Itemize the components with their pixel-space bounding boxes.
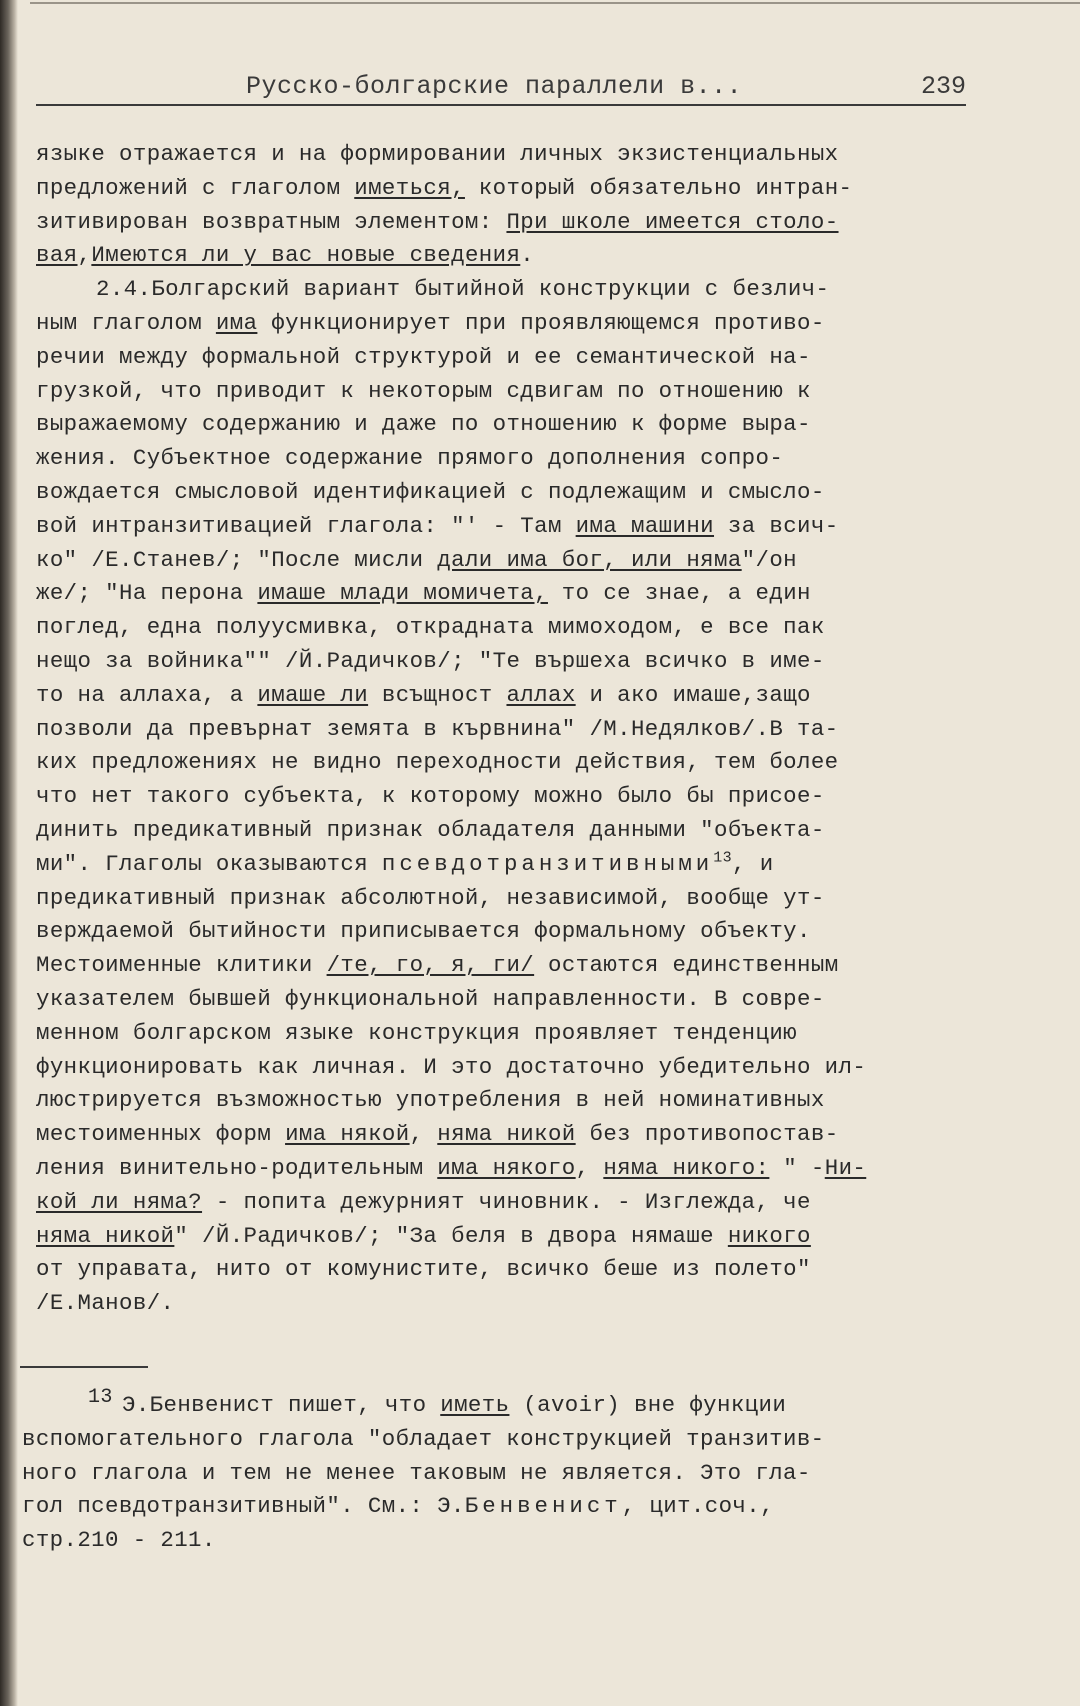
underlined-example: Имеются ли у вас новые сведения [91, 242, 521, 269]
underlined-term: иметься, [354, 174, 465, 201]
main-text [36, 138, 971, 1321]
text-line: местоименных форм има някой, няма никой без противопостав- [36, 1121, 839, 1148]
text-line: позволи да превърнат земята в кървнина" /М.Недялков/.В та- [36, 715, 839, 742]
text-line: предложений с глаголом иметься, который обязательно интран- [36, 174, 853, 201]
text-line: функционировать как личная. И это достаточно убедительно ил- [36, 1053, 867, 1080]
underlined-example: има машини [575, 512, 715, 539]
underlined-example: кой ли няма? [36, 1188, 203, 1215]
book-spine-shadow [0, 0, 18, 1706]
text-line: поглед, една полуусмивка, открадната мимоходом, е все пак [36, 614, 825, 641]
text-line: ко" /Е.Станев/; "После мисли дали има бог, или няма"/он [36, 546, 798, 573]
underlined-example: дали има бог, или няма [437, 546, 742, 573]
text-line: зитивирован возвратным элементом: При школе имеется столо- [36, 208, 839, 235]
text-line: Местоименные клитики /те, го, я, ги/ остаются единственным [36, 952, 839, 979]
footnote-reference: 13 [713, 849, 733, 867]
footnote-line: вспомогательного глагола "обладает конструкцией транзитив- [22, 1425, 825, 1452]
text-line: от управата, нито от комунистите, всичко беше из полето" [36, 1256, 811, 1283]
spaced-term: Бенвенист [464, 1493, 622, 1520]
underlined-example: има някой [285, 1121, 410, 1148]
text-line: указателем бывшей функциональной направленности. В совре- [36, 985, 825, 1012]
underlined-example: никого [727, 1222, 811, 1249]
text-line: выражаемому содержанию и даже по отношению к форме выра- [36, 411, 811, 438]
underlined-example: Ни- [824, 1154, 867, 1181]
text-line: динить предикативный признак обладателя данными "объекта- [36, 816, 825, 843]
footnote-line: ного глагола и тем не менее таковым не является. Это гла- [22, 1459, 811, 1486]
page-number: 239 [920, 72, 966, 101]
footnote-line: гол псевдотранзитивный". См.: Э.Бенвенист, цит.соч., [22, 1493, 774, 1520]
underlined-example: аллах [506, 681, 576, 708]
footnote-marker: 13 [88, 1386, 113, 1409]
underlined-example: има някого [437, 1154, 576, 1181]
text-line: вой интранзитивацией глагола: "' - Там има машини за всич- [36, 512, 839, 539]
text-line: же/; "На перона имаше млади момичета, то се знае, а един [36, 580, 811, 607]
text-line: люстрируется възможностью употребления в ней номинативных [36, 1087, 825, 1114]
text-line: няма никой" /Й.Радичков/; "За беля в двора нямаше никого [36, 1222, 811, 1249]
footnote-separator [20, 1366, 148, 1368]
text-line: /Е.Манов/. [36, 1290, 175, 1317]
text-line: ких предложениях не видно переходности действия, тем более [36, 749, 839, 776]
text-line: ления винительно-родительным има някого, няма никого: " -Ни- [36, 1154, 867, 1181]
underlined-example: няма никого: [603, 1154, 770, 1181]
text-line: вождается смысловой идентификацией с подлежащим и смысло- [36, 478, 825, 505]
underlined-example: /те, го, я, ги/ [326, 952, 535, 979]
text-line: жения. Субъектное содержание прямого дополнения сопро- [36, 445, 784, 472]
text-line: речии между формальной структурой и ее семантической на- [36, 343, 811, 370]
text-line: языке отражается и на формировании личных экзистенциальных [36, 141, 839, 167]
underlined-example: имаше млади момичета, [257, 580, 548, 607]
text-line: что нет такого субъекта, к которому можно было бы присое- [36, 783, 825, 810]
text-line: кой ли няма? - попита дежурният чиновник. - Изглежда, че [36, 1188, 811, 1215]
underlined-example: няма никой [36, 1222, 175, 1249]
underlined-example: При школе имеется столо- [506, 208, 839, 235]
paragraph-start: 2.4.Болгарский вариант бытийной конструкции с безлич- [96, 276, 830, 303]
text-line: то на аллаха, а имаше ли всъщност аллах и ако имаше,защо [36, 681, 811, 708]
text-line: вая,Имеются ли у вас новые сведения. [36, 242, 535, 269]
underlined-example: няма никой [437, 1121, 576, 1148]
underlined-term: иметь [440, 1392, 510, 1418]
underlined-term: има [215, 309, 258, 336]
footnote-line: Э.Бенвенист пишет, что иметь (avoir) вне функции [122, 1392, 787, 1418]
spaced-term: псевдотранзитивными [381, 850, 714, 877]
footnote [22, 1386, 962, 1558]
page-header [36, 68, 966, 106]
underlined-example: вая [36, 242, 78, 269]
text-line: верждаемой бытийности приписывается формальному объекту. [36, 918, 811, 945]
text-line: нещо за войника"" /Й.Радичков/; "Те вършеха всичко в име- [36, 647, 825, 674]
page-top-edge [30, 2, 1080, 4]
text-line: ми". Глаголы оказываются псевдотранзитивными$^{13}$, и [36, 849, 774, 877]
running-title: Русско-болгарские параллели в... [246, 72, 743, 101]
underlined-example: имаше ли [257, 681, 369, 708]
text-line: предикативный признак абсолютной, независимой, вообще ут- [36, 884, 825, 911]
text-line: ным глаголом има функционирует при проявляющемся противо- [36, 309, 825, 336]
footnote-line: стр.210 - 211. [22, 1527, 216, 1554]
text-line: грузкой, что приводит к некоторым сдвигам по отношению к [36, 377, 811, 404]
text-line: менном болгарском языке конструкция проявляет тенденцию [36, 1019, 798, 1046]
